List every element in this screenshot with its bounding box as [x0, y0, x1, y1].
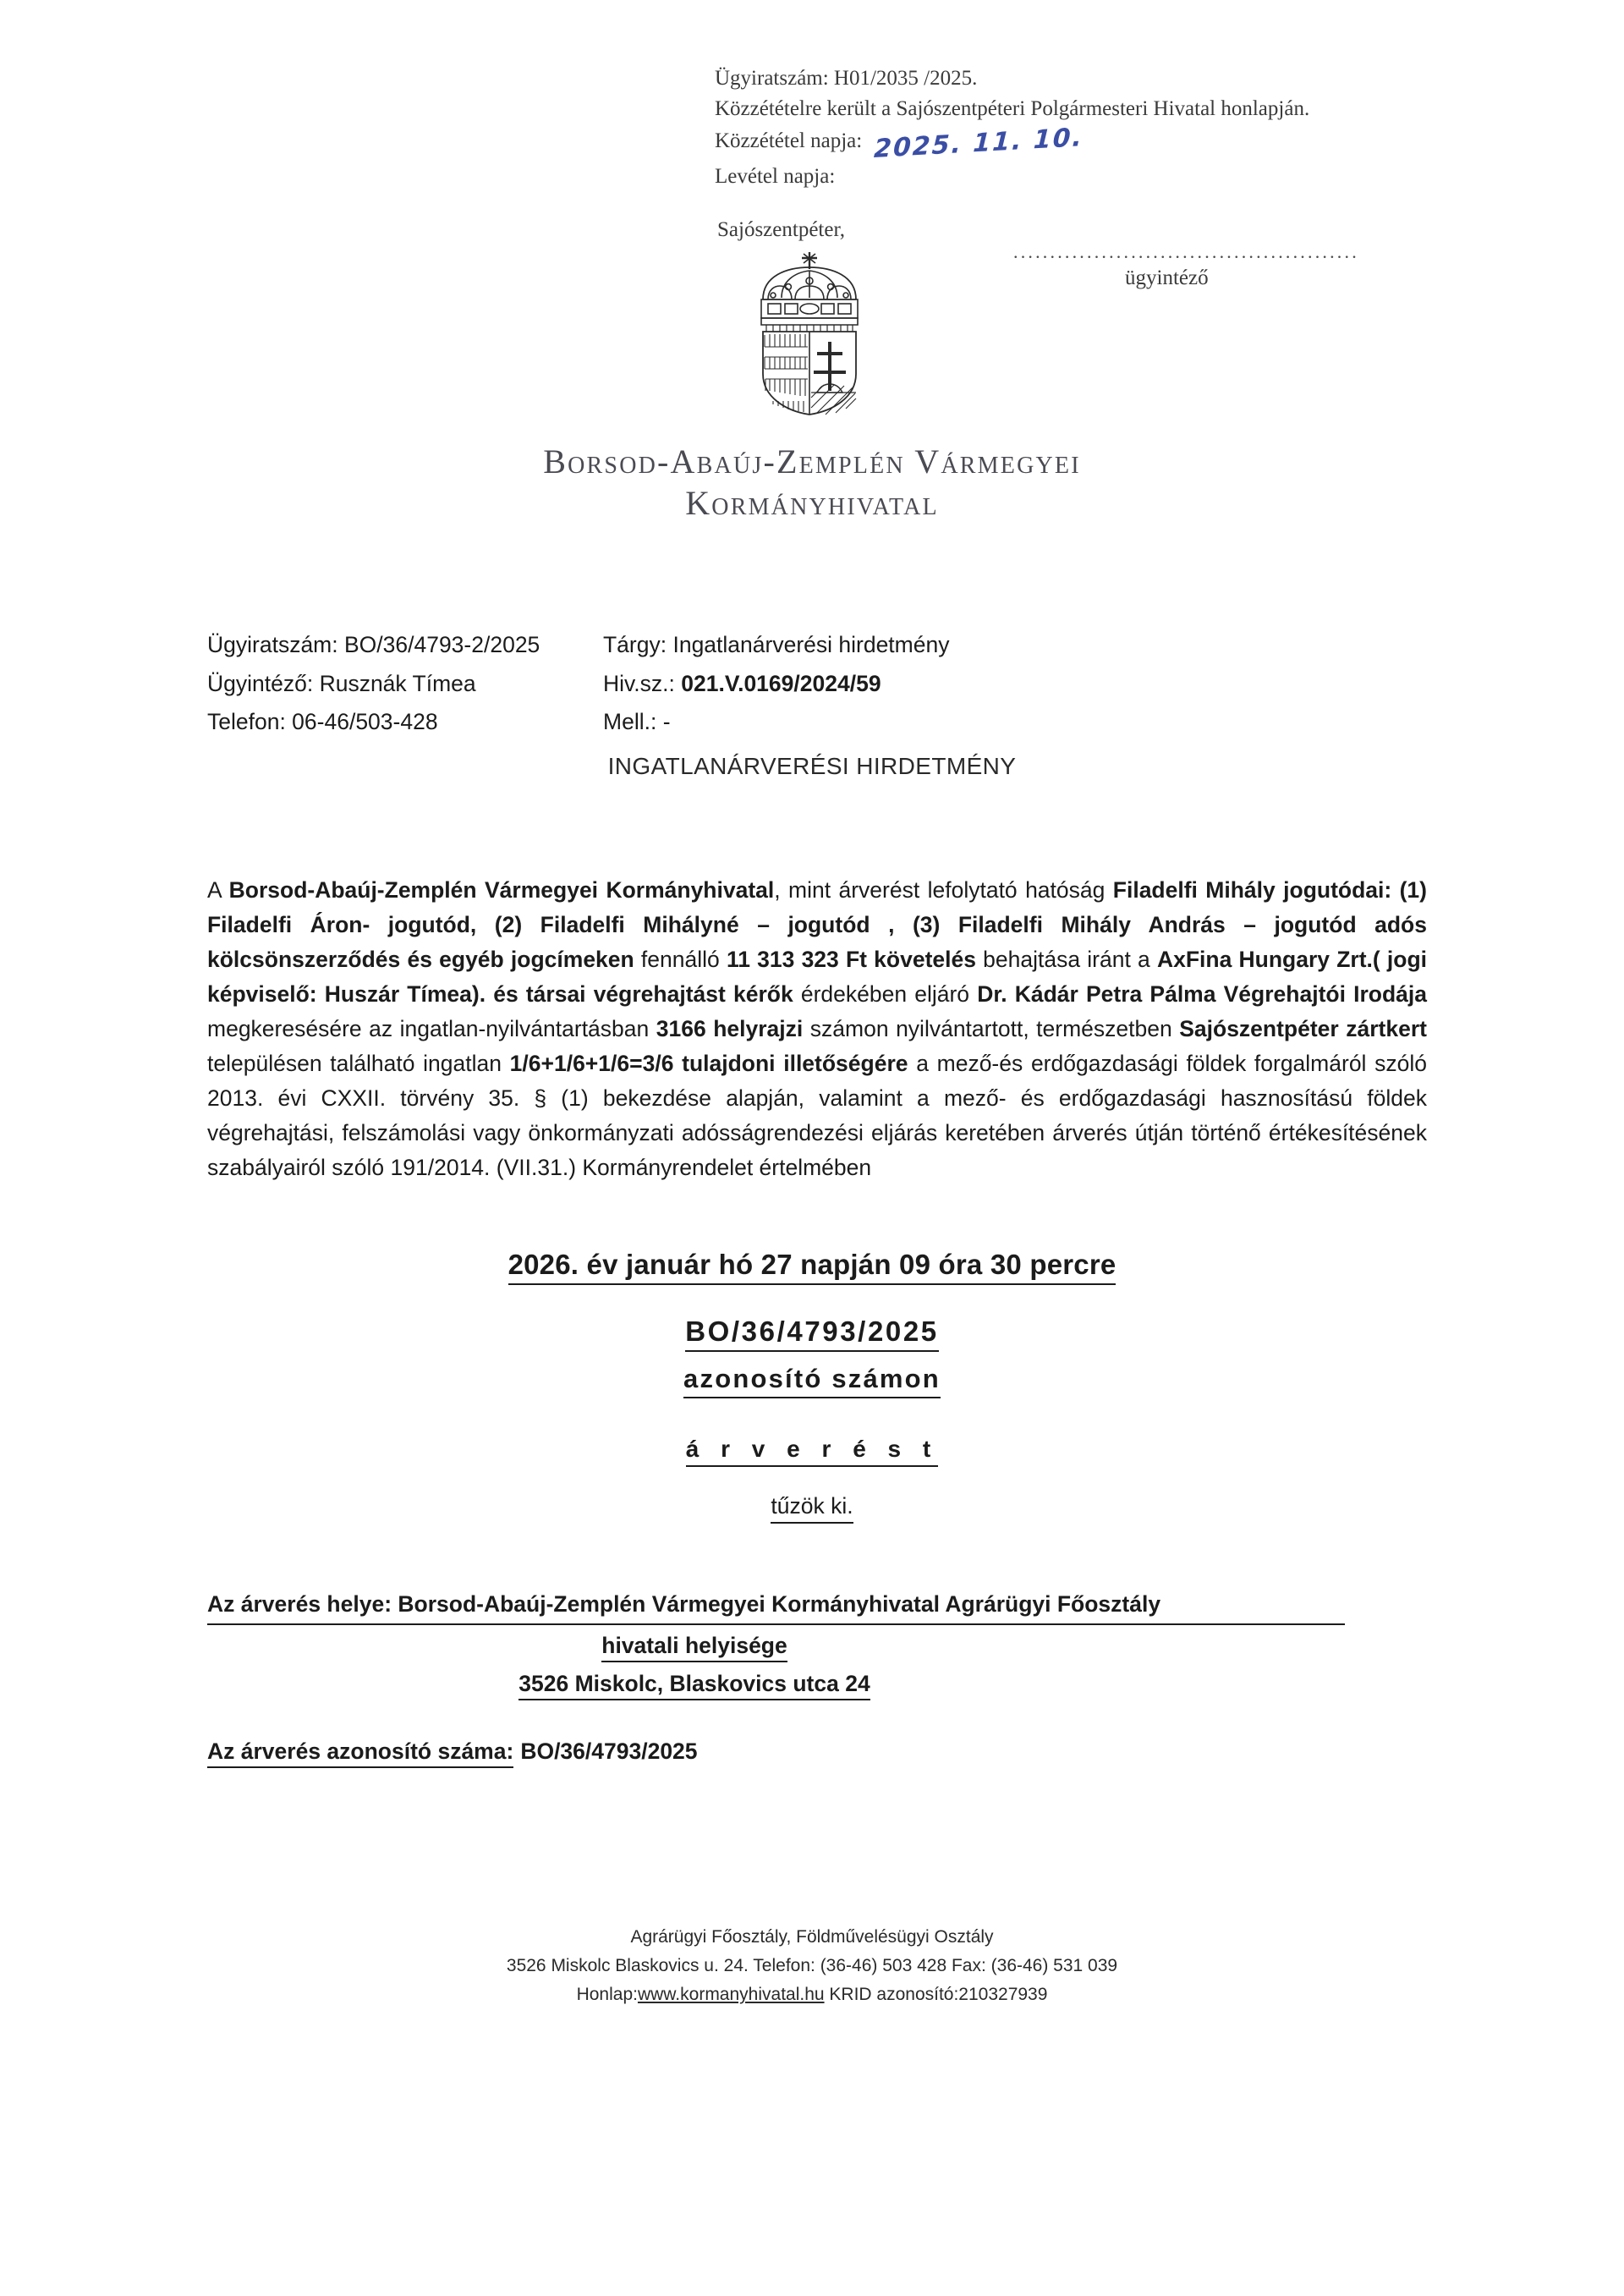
body-segment-11: 3166 helyrajzi: [656, 1015, 804, 1041]
auction-datetime: [0, 1249, 1624, 1285]
handwritten-publication-date: 2025. 11. 10.: [873, 122, 1084, 164]
footer-website-link[interactable]: www.kormanyhivatal.hu: [637, 1985, 825, 2005]
organization-title-line1: Borsod-Abaúj-Zemplén Vármegyei: [543, 442, 1081, 481]
auction-word-text: á r v e r é s t: [686, 1436, 938, 1467]
auction-venue-block: [207, 1587, 1427, 1700]
reference-block: [207, 626, 1425, 742]
stamp-publication-date-row: [715, 122, 1476, 164]
attachment-value: -: [662, 709, 671, 735]
reference-row-2: [207, 665, 1425, 704]
footer-web-prefix: Honlap:: [576, 1985, 638, 2005]
signature-role-label: ügyintéző: [1125, 266, 1209, 289]
auction-word: [0, 1436, 1624, 1467]
subject-value: Ingatlanárverési hirdetmény: [672, 632, 950, 657]
subject: [603, 626, 1425, 665]
body-segment-13: Sajószentpéter zártkert: [1179, 1015, 1427, 1041]
external-reference-number: [603, 665, 1425, 704]
body-segment-3: Filadelfi Mihály jogutódai: (1) Filadelfi Áron- jogutód, (2) Filadelfi Mihályné – jogutód , (3) Filadelfi Mihály András – jogutód adós kölcsönszerződés és egyéb jogcímeken: [207, 877, 1427, 972]
auction-venue-line3-text: 3526 Miskolc, Blaskovics utca 24: [518, 1671, 870, 1700]
schedule-verb: [0, 1493, 1624, 1524]
auction-id-label: Az árverés azonosító száma:: [207, 1738, 513, 1768]
footer-krid: KRID azonosító:210327939: [824, 1985, 1048, 2005]
body-segment-1: Borsod-Abaúj-Zemplén Vármegyei Kormányhivatal: [228, 877, 775, 903]
auction-datetime-text: 2026. év január hó 27 napján 09 óra 30 percre: [508, 1249, 1116, 1285]
auction-id-row: [207, 1738, 698, 1765]
attachment-info: [603, 703, 1425, 742]
body-segment-0: A: [207, 877, 229, 903]
publication-stamp: [715, 63, 1476, 192]
body-segment-14: településen található ingatlan: [207, 1050, 510, 1076]
organization-title: [0, 442, 1624, 525]
body-segment-9: Dr. Kádár Petra Pálma Végrehajtói Irodája: [977, 980, 1427, 1007]
footer-department: Agrárügyi Főosztály, Földművelésügyi Osztály: [630, 1927, 994, 1947]
footer-contact: 3526 Miskolc Blaskovics u. 24. Telefon: (36-46) 503 428 Fax: (36-46) 531 039: [506, 1956, 1118, 1976]
stamp-publication-date-label: Közzététel napja:: [715, 129, 863, 152]
reference-row-3: [207, 703, 1425, 742]
schedule-verb-text: tűzök ki.: [771, 1493, 853, 1524]
hungarian-coat-of-arms-icon: [729, 247, 890, 416]
page-footer: [0, 1923, 1624, 2009]
auction-identifier-label-text: azonosító számon: [683, 1364, 941, 1398]
auction-identifier-label: [0, 1364, 1624, 1398]
auction-venue-line2-text: hivatali helyisége: [601, 1633, 787, 1662]
auction-venue-line2: [0, 1629, 1427, 1662]
body-segment-7: AxFina Hungary Zrt.( jogi képviselő: Huszár Tímea). és társai végrehajtást kérők: [207, 946, 1427, 1007]
signature-dotted-line: ...............................................: [1013, 241, 1359, 262]
body-segment-16: a mező-és erdőgazdasági földek forgalmáról szóló 2013. évi CXXII. törvény 35. § (1) bekezdése alapján, valamint a mező- és erdőgazdasági hasznosítású földek végrehajtási, felszámolási vagy önkormányzati adósságrendezési eljárás keretében árverés útján történő értékesítésének szabályairól szóló 191/2014. (VII.31.) Kormányrendelet értelmében: [207, 1050, 1427, 1180]
phone-number: Telefon: 06-46/503-428: [207, 709, 438, 735]
body-segment-12: számon nyilvántartott, természetben: [803, 1015, 1180, 1041]
body-segment-10: megkeresésére az ingatlan-nyilvántartásban: [207, 1015, 656, 1041]
external-reference-label: Hiv.sz.:: [603, 670, 682, 696]
case-officer: Ügyintéző: Rusznák Tímea: [207, 670, 476, 696]
reference-row-1: [207, 626, 1425, 665]
organization-title-line2: Kormányhivatal: [685, 483, 939, 522]
body-segment-5: 11 313 323 Ft követelés: [726, 946, 976, 972]
stamp-city: Sajószentpéter,: [717, 218, 846, 241]
auction-identifier: [0, 1316, 1624, 1352]
page-title: INGATLANÁRVERÉSI HIRDETMÉNY: [607, 753, 1017, 779]
auction-venue-line1: Az árverés helye: Borsod-Abaúj-Zemplén Vármegyei Kormányhivatal Agrárügyi Főosztály: [207, 1587, 1345, 1625]
body-segment-15: 1/6+1/6+1/6=3/6 tulajdoni illetőségére: [509, 1050, 908, 1076]
stamp-removal-date-label: Levétel napja:: [715, 165, 836, 188]
auction-identifier-text: BO/36/4793/2025: [685, 1316, 939, 1352]
stamp-published-on: Közzétételre került a Sajószentpéteri Polgármesteri Hivatal honlapján.: [715, 97, 1310, 121]
case-number: Ügyiratszám: BO/36/4793-2/2025: [207, 632, 540, 657]
attachment-label: Mell.:: [603, 709, 663, 735]
body-paragraph: [207, 873, 1427, 1184]
body-segment-2: , mint árverést lefolytató hatóság: [774, 877, 1113, 903]
external-reference-value: 021.V.0169/2024/59: [681, 670, 881, 696]
body-segment-4: fennálló: [634, 946, 727, 972]
stamp-case-number: Ügyiratszám: H01/2035 /2025.: [715, 67, 978, 90]
subject-label: Tárgy:: [603, 632, 673, 657]
body-segment-6: behajtása iránt a: [975, 946, 1157, 972]
auction-id-value: BO/36/4793/2025: [520, 1738, 698, 1764]
auction-venue-line3: [0, 1667, 1427, 1700]
body-segment-8: érdekében eljáró: [793, 980, 978, 1007]
footer-web: [0, 1980, 1624, 2009]
